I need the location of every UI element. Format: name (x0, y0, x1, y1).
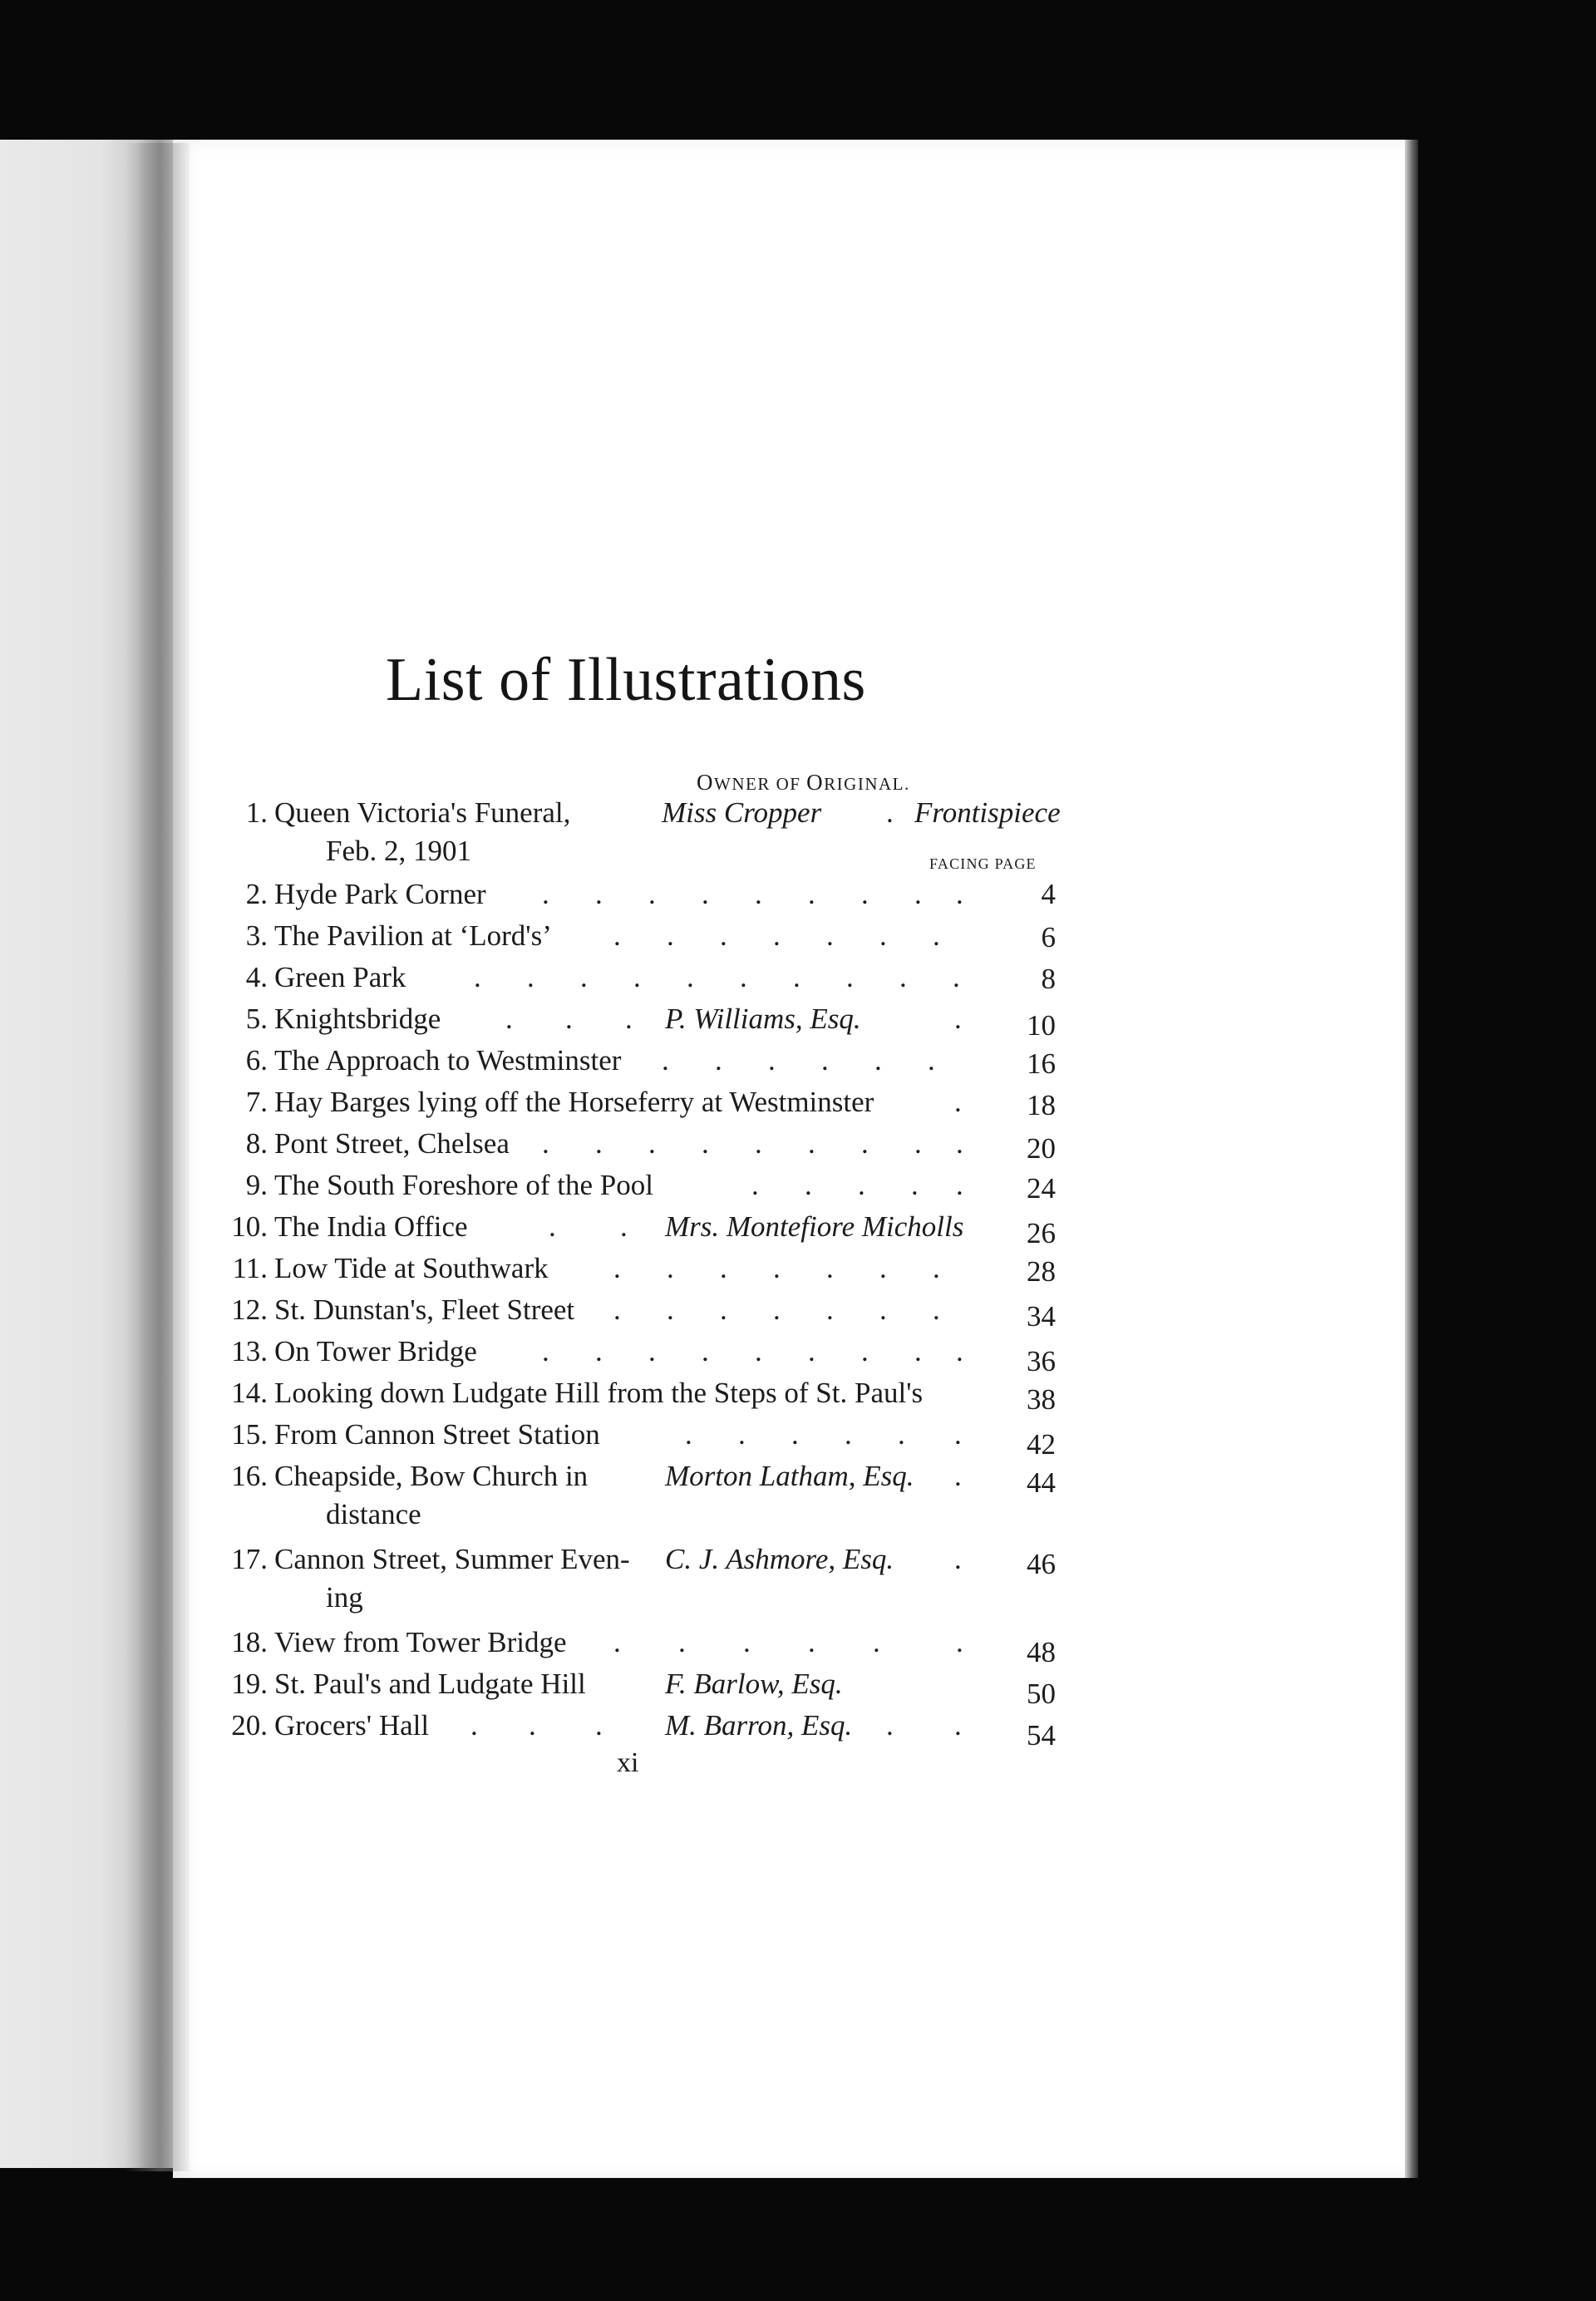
leader-dot: . (720, 1293, 727, 1326)
leader-dot: . (914, 878, 922, 910)
leader-dot: . (595, 1335, 603, 1367)
leader-dot: . (808, 1335, 815, 1367)
entry-number: 8. (245, 1127, 268, 1160)
leader-dot: . (933, 1293, 940, 1326)
entry-page: 46 (1027, 1548, 1056, 1580)
leader-dot: . (595, 878, 603, 910)
leader-dot: . (738, 1418, 746, 1451)
entry-number: 3. (245, 919, 268, 952)
leader-dot: . (527, 961, 534, 993)
leader-dot: . (613, 919, 621, 952)
leader-dot: . (620, 1210, 628, 1243)
entry-page: 20 (1027, 1132, 1056, 1165)
entry-title: From Cannon Street Station (274, 1418, 600, 1451)
entry-page: 42 (1027, 1428, 1056, 1461)
leader-dot: . (773, 1252, 781, 1284)
leader-dot: . (613, 1252, 621, 1284)
leader-dot: . (755, 1127, 762, 1160)
leader-dot: . (743, 1626, 751, 1658)
entry-number: 20. (231, 1709, 268, 1742)
entry-title: The Pavilion at ‘Lord's’ (274, 919, 552, 952)
entry-title: Pont Street, Chelsea (274, 1127, 510, 1160)
entry-page: 6 (1041, 921, 1056, 953)
entry-page: 24 (1027, 1172, 1056, 1205)
leader-dot: . (914, 1335, 922, 1367)
leader-dot: . (595, 1127, 603, 1160)
leader-dot: . (861, 878, 869, 910)
leader-dot: . (662, 1044, 669, 1077)
leader-dot: . (702, 1335, 709, 1367)
entry-page: 50 (1027, 1678, 1056, 1710)
leader-dot: . (613, 1293, 621, 1326)
leader-dot: . (751, 1169, 759, 1201)
entry-page: 10 (1027, 1009, 1056, 1042)
entry-title: Grocers' Hall (274, 1709, 430, 1742)
leader-dot: . (898, 1418, 905, 1451)
leader-dot: . (956, 1127, 963, 1160)
leader-dot: . (529, 1709, 536, 1742)
entry-page: Frontispiece (914, 796, 1061, 829)
leader-dot: . (805, 1169, 812, 1201)
leader-dot: . (933, 1252, 940, 1284)
leader-dot: . (953, 961, 960, 993)
leader-dot: . (702, 1127, 709, 1160)
entry-number: 18. (231, 1626, 268, 1658)
leader-dot: . (808, 1127, 815, 1160)
entry-page: 38 (1027, 1383, 1056, 1416)
entry-title: St. Paul's and Ludgate Hill (274, 1668, 586, 1700)
leader-dot: . (720, 919, 727, 952)
leader-dot: . (667, 919, 674, 952)
entry-number: 2. (245, 878, 268, 910)
entry-page: 16 (1027, 1047, 1056, 1080)
entry-owner: Miss Cropper (662, 796, 822, 829)
leader-dot: . (549, 1210, 556, 1243)
entry-title: St. Dunstan's, Fleet Street (274, 1293, 575, 1326)
leader-dot: . (879, 1293, 887, 1326)
entry-title: The Approach to Westminster (274, 1044, 622, 1077)
leader-dot: . (956, 1626, 963, 1658)
owner-of-original-header: OWNER OF ORIGINAL. (697, 770, 910, 795)
leader-dot: . (954, 1543, 962, 1575)
leader-dot: . (954, 1003, 962, 1035)
entry-number: 17. (231, 1543, 268, 1575)
leader-dot: . (755, 878, 762, 910)
leader-dot: . (648, 1335, 656, 1367)
leader-dot: . (565, 1003, 573, 1035)
leader-dot: . (954, 1086, 962, 1118)
entry-title: Knightsbridge (274, 1003, 441, 1035)
entry-owner: C. J. Ashmore, Esq. (665, 1543, 894, 1575)
entry-number: 9. (245, 1169, 268, 1201)
entry-owner: Mrs. Montefiore Micholls (665, 1210, 964, 1243)
entry-number: 15. (231, 1418, 268, 1451)
leader-dot: . (613, 1626, 621, 1658)
leader-dot: . (861, 1127, 869, 1160)
leader-dot: . (542, 878, 549, 910)
entry-owner: P. Williams, Esq. (665, 1003, 861, 1035)
leader-dot: . (808, 1626, 815, 1658)
leader-dot: . (755, 1335, 762, 1367)
leader-dot: . (886, 796, 894, 829)
leader-dot: . (873, 1626, 880, 1658)
leader-dot: . (595, 1709, 603, 1742)
leader-dot: . (845, 1418, 852, 1451)
leader-dot: . (633, 961, 641, 993)
leader-dot: . (826, 1252, 834, 1284)
entry-number: 16. (231, 1460, 268, 1492)
entry-page: 34 (1027, 1300, 1056, 1333)
facing-page-header: FACING PAGE (929, 855, 1037, 872)
folio-page-number: xi (617, 1747, 639, 1778)
entry-number: 12. (231, 1293, 268, 1326)
leader-dot: . (858, 1169, 865, 1201)
leader-dot: . (768, 1044, 776, 1077)
entry-page: 28 (1027, 1255, 1056, 1288)
leader-dot: . (861, 1335, 869, 1367)
leader-dot: . (793, 961, 800, 993)
leader-dot: . (911, 1169, 919, 1201)
entry-title: The India Office (274, 1210, 468, 1243)
entry-title: View from Tower Bridge (274, 1626, 567, 1658)
entry-title: Cannon Street, Summer Even- (274, 1543, 630, 1575)
leader-dot: . (899, 961, 907, 993)
leader-dot: . (715, 1044, 722, 1077)
entry-number: 6. (245, 1044, 268, 1077)
entry-page: 18 (1027, 1089, 1056, 1121)
leader-dot: . (648, 878, 656, 910)
leader-dot: . (667, 1252, 674, 1284)
entry-owner: F. Barlow, Esq. (665, 1668, 843, 1700)
page-title: List of Illustrations (386, 646, 866, 714)
leader-dot: . (928, 1044, 935, 1077)
leader-dot: . (542, 1335, 549, 1367)
entry-page: 4 (1041, 878, 1056, 910)
leader-dot: . (580, 961, 588, 993)
leader-dot: . (821, 1044, 829, 1077)
leader-dot: . (956, 1335, 963, 1367)
entry-title: Green Park (274, 961, 406, 993)
entry-number: 5. (245, 1003, 268, 1035)
entry-number: 14. (231, 1377, 268, 1409)
leader-dot: . (954, 1460, 962, 1492)
entry-title-continuation: ing (326, 1581, 363, 1614)
entry-page: 26 (1027, 1217, 1056, 1249)
leader-dot: . (470, 1709, 478, 1742)
leader-dot: . (678, 1626, 686, 1658)
leader-dot: . (886, 1709, 894, 1742)
entry-number: 10. (231, 1210, 268, 1243)
entry-page: 8 (1041, 963, 1056, 995)
entry-number: 13. (231, 1335, 268, 1367)
entry-owner: M. Barron, Esq. (665, 1709, 853, 1742)
leader-dot: . (956, 1169, 963, 1201)
leader-dot: . (791, 1418, 799, 1451)
entry-number: 11. (232, 1252, 268, 1284)
leader-dot: . (933, 919, 940, 952)
entry-title-continuation: distance (326, 1498, 421, 1530)
entry-page: 36 (1027, 1345, 1056, 1377)
leader-dot: . (474, 961, 481, 993)
entry-number: 1. (245, 796, 268, 829)
leader-dot: . (914, 1127, 922, 1160)
entry-title: Looking down Ludgate Hill from the Steps of St. Paul's (274, 1377, 924, 1409)
leader-dot: . (879, 1252, 887, 1284)
leader-dot: . (687, 961, 694, 993)
leader-dot: . (808, 878, 815, 910)
leader-dot: . (826, 1293, 834, 1326)
entry-owner: Morton Latham, Esq. (665, 1460, 914, 1492)
leader-dot: . (773, 919, 781, 952)
leader-dot: . (874, 1044, 882, 1077)
entry-page: 48 (1027, 1636, 1056, 1668)
entry-page: 44 (1027, 1466, 1056, 1499)
entry-title: The South Foreshore of the Pool (274, 1169, 653, 1201)
entry-title: Queen Victoria's Funeral, (274, 796, 571, 829)
leader-dot: . (773, 1293, 781, 1326)
entry-page: 54 (1027, 1719, 1056, 1752)
entry-number: 19. (231, 1668, 268, 1700)
leader-dot: . (879, 919, 887, 952)
entry-title: On Tower Bridge (274, 1335, 477, 1367)
entry-number: 4. (245, 961, 268, 993)
entry-number: 7. (245, 1086, 268, 1118)
entry-title-continuation: Feb. 2, 1901 (326, 835, 471, 867)
entry-title: Hyde Park Corner (274, 878, 486, 910)
leader-dot: . (505, 1003, 513, 1035)
leader-dot: . (740, 961, 747, 993)
leader-dot: . (954, 1418, 962, 1451)
leader-dot: . (826, 919, 834, 952)
entry-title: Low Tide at Southwark (274, 1252, 549, 1284)
leader-dot: . (954, 1709, 962, 1742)
leader-dot: . (720, 1252, 727, 1284)
leader-dot: . (956, 878, 963, 910)
entry-title: Cheapside, Bow Church in (274, 1460, 589, 1492)
page-fore-edge (1405, 140, 1418, 2178)
leader-dot: . (625, 1003, 633, 1035)
leader-dot: . (667, 1293, 674, 1326)
leader-dot: . (702, 878, 709, 910)
leader-dot: . (846, 961, 854, 993)
leader-dot: . (685, 1418, 692, 1451)
leader-dot: . (648, 1127, 656, 1160)
leader-dot: . (542, 1127, 549, 1160)
entry-title: Hay Barges lying off the Horseferry at Westminster (274, 1086, 874, 1118)
gutter-shadow (125, 143, 190, 2171)
